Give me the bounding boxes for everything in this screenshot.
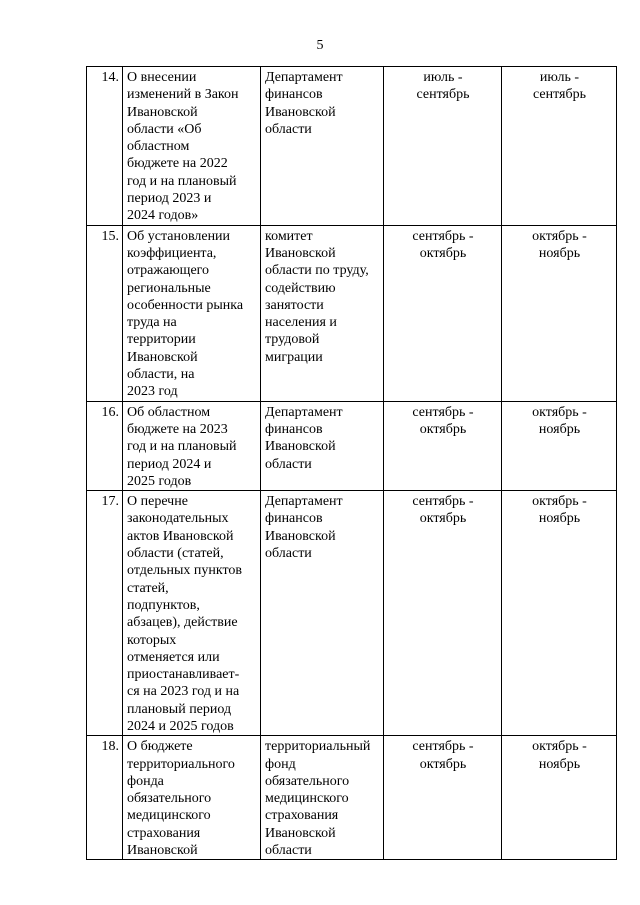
responsible-body: Департамент финансов Ивановской области — [261, 491, 384, 736]
bill-title: О бюджете территориального фонда обязательного медицинского страхования Ивановской — [123, 736, 261, 860]
term-adoption: июль - сентябрь — [502, 67, 617, 226]
legislative-plan-table — [86, 66, 617, 860]
table-row — [87, 67, 617, 226]
bill-title: О внесении изменений в Закон Ивановской области «Об областном бюджете на 2022 год и на плановый период 2023 и 2024 годов» — [123, 67, 261, 226]
table-row — [87, 736, 617, 860]
term-adoption: октябрь - ноябрь — [502, 736, 617, 860]
term-submission: сентябрь - октябрь — [384, 736, 502, 860]
term-submission: сентябрь - октябрь — [384, 401, 502, 490]
responsible-body: Департамент финансов Ивановской области — [261, 67, 384, 226]
term-submission: июль - сентябрь — [384, 67, 502, 226]
row-number: 14. — [87, 67, 123, 226]
term-adoption: октябрь - ноябрь — [502, 401, 617, 490]
page-number: 5 — [316, 38, 324, 53]
table-row — [87, 491, 617, 736]
bill-title: Об областном бюджете на 2023 год и на плановый период 2024 и 2025 годов — [123, 401, 261, 490]
term-submission: сентябрь - октябрь — [384, 491, 502, 736]
responsible-body: Департамент финансов Ивановской области — [261, 401, 384, 490]
responsible-body: комитет Ивановской области по труду, содействию занятости населения и трудовой миграции — [261, 225, 384, 401]
bill-title: Об установлении коэффициента, отражающего региональные особенности рынка труда на территории Ивановской области, на 2023 год — [123, 225, 261, 401]
term-adoption: октябрь - ноябрь — [502, 491, 617, 736]
row-number: 18. — [87, 736, 123, 860]
table-row — [87, 225, 617, 401]
bill-title: О перечне законодательных актов Ивановской области (статей, отдельных пунктов статей, подпунктов, абзацев), действие которых отменяется или приостанавливает- ся на 2023 год и на плановый период 2024 и 2025 годов — [123, 491, 261, 736]
responsible-body: территориальный фонд обязательного медицинского страхования Ивановской области — [261, 736, 384, 860]
term-submission: сентябрь - октябрь — [384, 225, 502, 401]
row-number: 15. — [87, 225, 123, 401]
term-adoption: октябрь - ноябрь — [502, 225, 617, 401]
row-number: 17. — [87, 491, 123, 736]
table-row — [87, 401, 617, 490]
row-number: 16. — [87, 401, 123, 490]
